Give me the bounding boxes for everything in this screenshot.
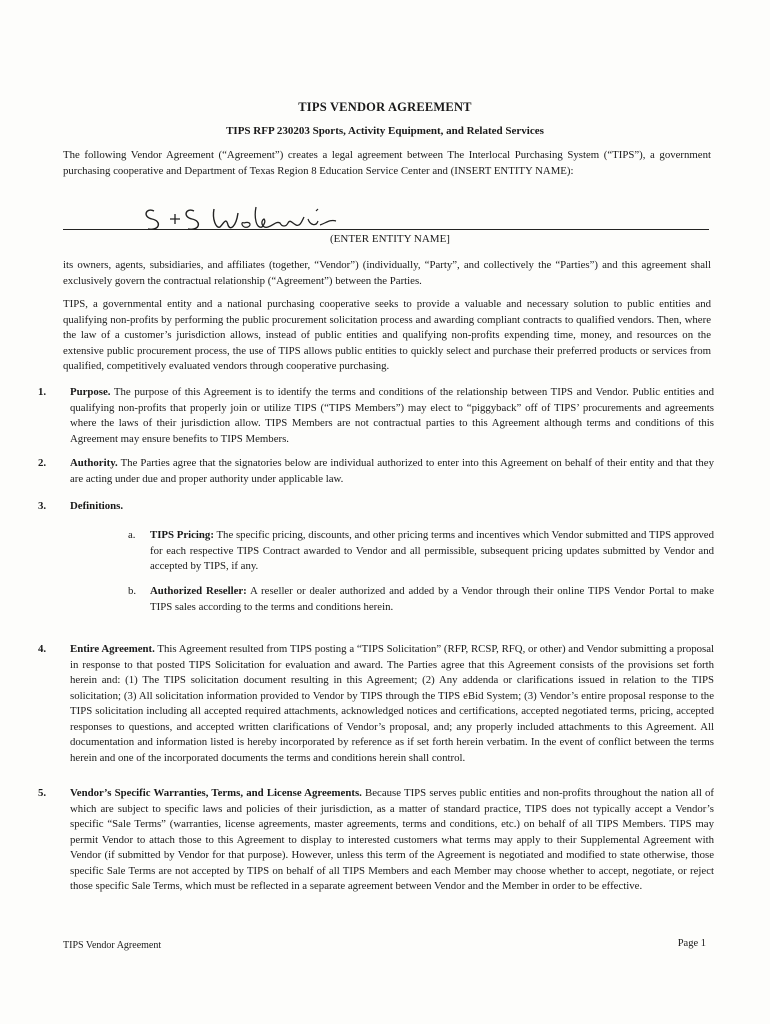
section-text: This Agreement resulted from TIPS posting a “TIPS Solicitation” (RFP, RCSP, RFQ, or other) and Vendor submitting a proposal in response to that posted TIPS Solicitation for evaluation and award. The Parties agree that this Agreement consists of the provisions set forth herein and: (1) The TIPS solicitation document resulting in this Agreement; (2) Any addenda or clarifications issued in relation to the TIPS solicitation; (3) All solicitation information provided to Vendor by TIPS through the TIPS eBid System; (3) Vendor’s entire proposal response to the TIPS solicitation including all accepted required attachments, acknowledged notices and certifications, accepted negotiated terms, pricing, accepted responses to questions, and accepted written clarifications of Vendor’s proposal, and; any properly included attachments to this Agreement. All documentation and information listed is hereby incorporated by reference as if set forth herein verbatim. In the event of conflict between the terms herein and one of the incorporated documents the terms and conditions herein shall control. xyxy=(70,643,715,764)
section-text: The Parties agree that the signatories below are individual authorized to enter into this Agreement on behalf of their entity and that they are acting under due and proper authority under applicable law. xyxy=(70,457,714,485)
definition-heading: TIPS Pricing: xyxy=(150,529,214,541)
definition-letter: b. xyxy=(128,585,137,597)
section-vendor-warranties xyxy=(38,786,714,895)
intro-paragraph: The following Vendor Agreement (“Agreement”) creates a legal agreement between The Interlocal Purchasing System (“TIPS”), a government purchasing cooperative and Department of Texas Region 8 Education Service Center and (INSERT ENTITY NAME): xyxy=(63,149,711,177)
definition-authorized-reseller xyxy=(128,584,714,615)
section-authority xyxy=(38,456,714,487)
entity-name-label: (ENTER ENTITY NAME] xyxy=(330,233,450,245)
definition-text: The specific pricing, discounts, and other pricing terms and incentives which Vendor submitted and TIPS approved for each respective TIPS Contract awarded to Vendor and all permissible, subsequent pricing updates submitted by Vendor and accepted by TIPS, if any. xyxy=(150,529,714,572)
section-definitions xyxy=(38,499,714,515)
document-title: TIPS VENDOR AGREEMENT xyxy=(298,100,472,114)
section-number: 3. xyxy=(38,500,47,512)
definition-heading: Authorized Reseller: xyxy=(150,585,247,597)
document-subtitle: TIPS RFP 230203 Sports, Activity Equipment, and Related Services xyxy=(226,125,544,137)
section-number: 2. xyxy=(38,457,47,469)
definition-tips-pricing xyxy=(128,528,714,575)
definition-text: A reseller or dealer authorized and added by a Vendor through their online TIPS Vendor Portal to make TIPS sales according to the terms and conditions herein. xyxy=(150,585,714,613)
parties-paragraph: its owners, agents, subsidiaries, and affiliates (together, “Vendor”) (individually, “Party”, and collectively the “Parties”) and this agreement shall exclusively govern the contractual relationship (“Agreement”) between the Parties. xyxy=(63,259,711,287)
section-heading: Authority. xyxy=(70,457,118,469)
section-number: 5. xyxy=(38,787,47,799)
section-purpose xyxy=(38,385,714,447)
section-heading: Purpose. xyxy=(70,386,111,398)
section-heading: Entire Agreement. xyxy=(70,643,155,655)
signature-line xyxy=(63,229,709,230)
section-heading: Vendor’s Specific Warranties, Terms, and License Agreements. xyxy=(70,787,362,799)
tips-paragraph: TIPS, a governmental entity and a national purchasing cooperative seeks to provide a valuable and necessary solution to public entities and qualifying non-profits by performing the public procurement solicitation process and awarding compliant contracts to qualified vendors. Then, where the law of a customer’s jurisdiction allows, instead of public entities and qualifying non-profits expending time, money, and resources on the extensive public procurement process, the use of TIPS allows public entities to quickly select and purchase their preferred products or services from qualified, competitively evaluated vendors through cooperative purchasing. xyxy=(63,298,711,372)
section-text: Because TIPS serves public entities and non-profits throughout the nation all of which are subject to specific laws and policies of their jurisdiction, as a matter of standard practice, TIPS does not typically accept a Vendor’s specific “Sale Terms” (warranties, license agreements, master agreements, terms and conditions, etc.) on behalf of all TIPS Members. TIPS may permit Vendor to attach those to this Agreement to display to interested customers what terms may apply to their Supplemental Agreement with Vendor (if submitted by Vendor for that purpose). However, unless this term of the Agreement is negotiated and modified to state otherwise, those specific Sale Terms are not accepted by TIPS on behalf of all TIPS Members and each Member may choose whether to accept, negotiate, or reject those specific Sale Terms, which must be reflected in a separate agreement between Vendor and the Member in order to be effective. xyxy=(70,787,714,892)
section-number: 4. xyxy=(38,643,47,655)
footer-page-number: Page 1 xyxy=(677,938,706,949)
section-text: The purpose of this Agreement is to identify the terms and conditions of the relationship between TIPS and Vendor. Public entities and qualifying non-profits that properly join or utilize TIPS (“TIPS Members”) may elect to “piggyback” off of TIPS’ procurements and agreements where the laws of their jurisdiction allow. TIPS Members are not contractual parties to this Agreement although terms and conditions of this Agreement may ensure benefits to TIPS Members. xyxy=(70,386,714,445)
section-entire-agreement xyxy=(38,642,714,766)
section-number: 1. xyxy=(38,386,47,398)
definition-letter: a. xyxy=(128,529,136,541)
footer-document-name: TIPS Vendor Agreement xyxy=(63,940,162,951)
section-heading: Definitions. xyxy=(70,500,124,512)
